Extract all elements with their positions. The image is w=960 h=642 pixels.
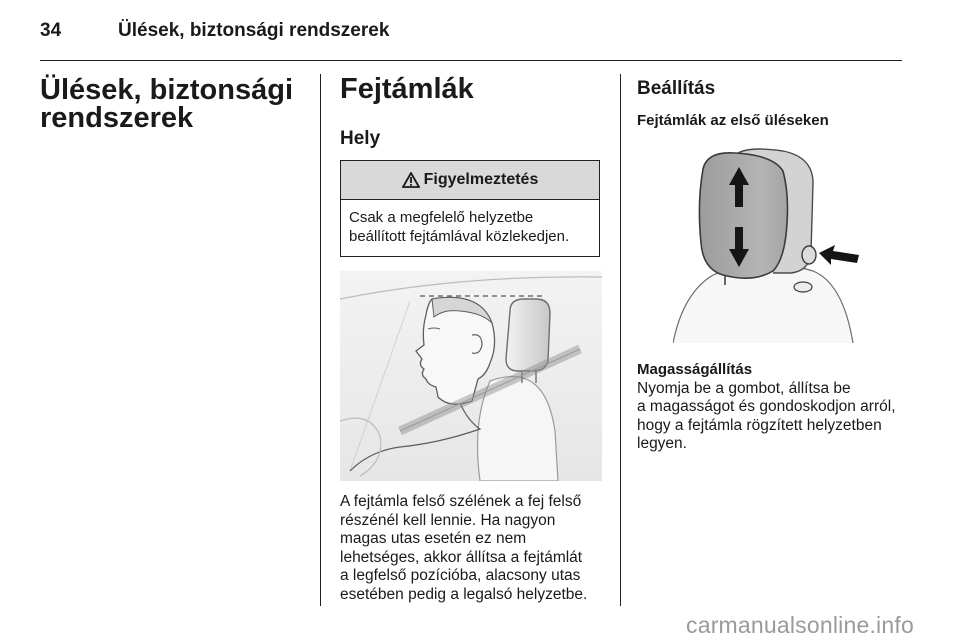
chapter-title-line-1: Ülések, biztonsági xyxy=(40,74,294,106)
warning-text xyxy=(341,200,599,256)
section-title-headrests: Fejtámlák xyxy=(340,73,474,105)
headrest-position-text xyxy=(340,493,608,604)
column-divider-right xyxy=(620,74,621,606)
headrest-position-illustration xyxy=(340,271,602,481)
chapter-title-line-2: rendszerek xyxy=(40,102,194,134)
middle-column xyxy=(340,74,608,604)
right-column xyxy=(637,78,907,454)
header-rule xyxy=(40,60,902,61)
height-adjustment xyxy=(637,361,907,454)
body-line-5: a legfelső pozícióba, alacsony utas xyxy=(340,567,581,584)
page-number: 34 xyxy=(40,20,62,41)
watermark: carmanualsonline.info xyxy=(686,612,914,638)
adjust-line-1: Nyomja be a gombot, állítsa be xyxy=(637,379,851,397)
body-line-2: részénél kell lennie. Ha nagyon xyxy=(340,511,556,529)
warning-box xyxy=(340,160,600,257)
body-line-1: A fejtámla felső szélének a fej felső xyxy=(340,493,582,510)
height-adjustment-title: Magasságállítás xyxy=(637,361,753,378)
body-line-4: lehetséges, akkor állítsa a fejtámlát xyxy=(340,548,583,566)
subsection-title-position: Hely xyxy=(340,128,381,149)
warning-line-1: Csak a megfelelő helyzetbe xyxy=(349,209,534,226)
body-line-6: esetében pedig a legalsó helyzetbe. xyxy=(340,585,588,603)
chapter-title xyxy=(40,76,310,132)
headrest-adjustment-illustration xyxy=(673,143,903,343)
section-title-adjustment: Beállítás xyxy=(637,78,716,99)
warning-header xyxy=(341,161,599,200)
body-line-3: magas utas esetén ez nem xyxy=(340,530,527,547)
warning-title: Figyelmeztetés xyxy=(423,171,539,188)
adjust-line-3: hogy a fejtámla rögzített helyzetben xyxy=(637,416,882,434)
column-divider-left xyxy=(320,74,321,606)
running-title: Ülések, biztonsági rendszerek xyxy=(118,20,390,41)
warning-line-2: beállított fejtámlával közlekedjen. xyxy=(349,228,570,245)
figure-caption: Fejtámlák az első üléseken xyxy=(637,112,829,129)
adjust-line-2: a magasságot és gondoskodjon arról, xyxy=(637,398,896,415)
adjust-line-4: legyen. xyxy=(637,435,687,452)
warning-triangle-icon xyxy=(402,172,420,188)
